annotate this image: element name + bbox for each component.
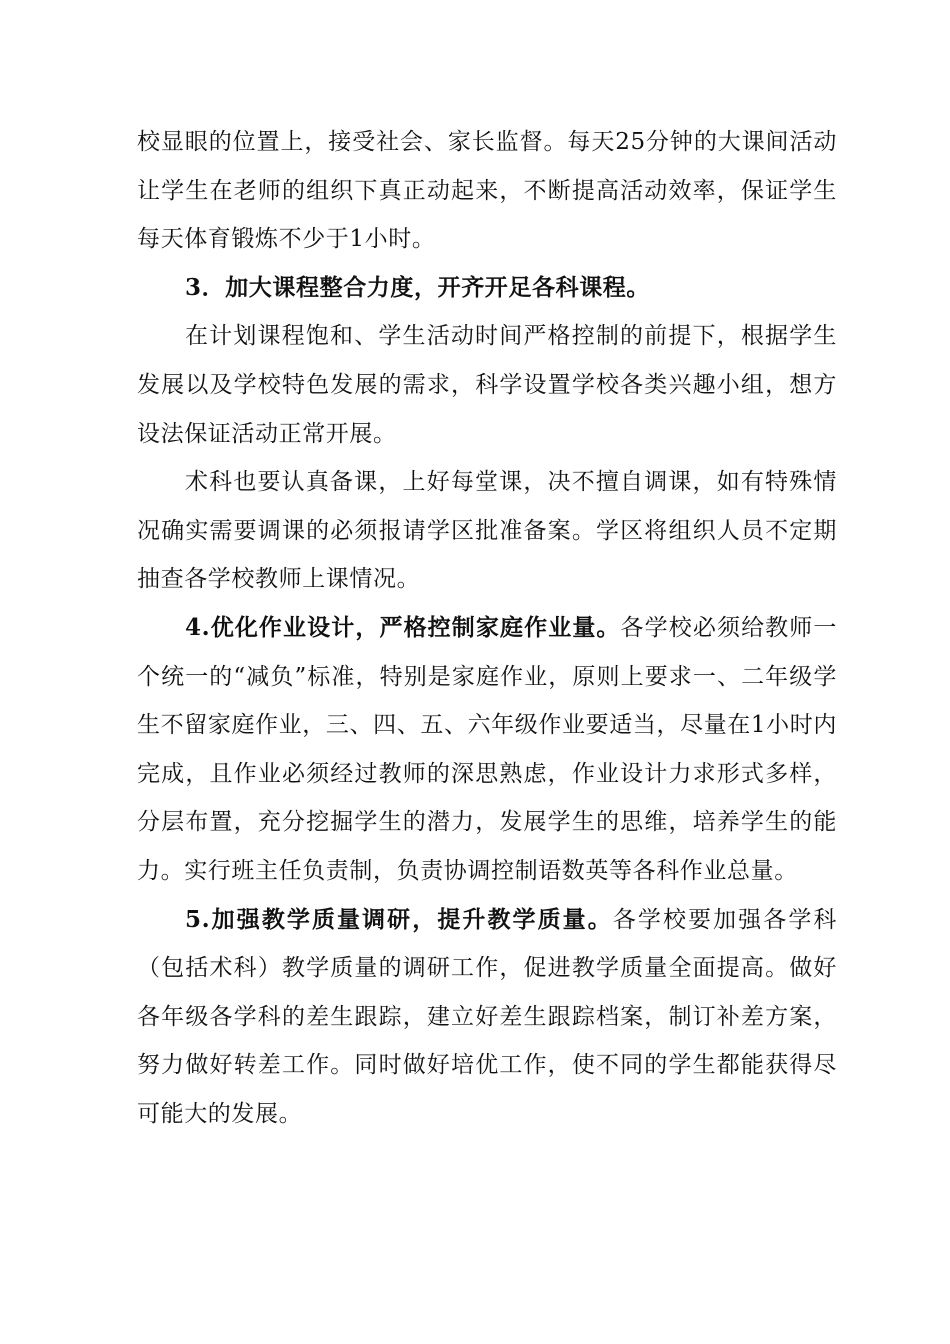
document-page: [137, 118, 837, 1138]
section-homework-design: [137, 604, 837, 896]
section-heading-3: [137, 264, 837, 313]
heading-text: 3．加大课程整合力度，开齐开足各科课程。: [185, 273, 651, 301]
heading-text: 4.优化作业设计，严格控制家庭作业量。: [185, 613, 621, 641]
paragraph-text: 校显眼的位置上，接受社会、家长监督。每天25分钟的大课间活动让学生在老师的组织下真正动起来，不断提高活动效率，保证学生每天体育锻炼不少于1小时。: [137, 129, 837, 253]
paragraph-arts-subjects: [137, 458, 837, 604]
paragraph-text: 各学校要加强各学科（包括术科）教学质量的调研工作，促进教学质量全面提高。做好各年级各学科的差生跟踪，建立好差生跟踪档案，制订补差方案，努力做好转差工作。同时做好培优工作，使不同的学生都能获得尽可能大的发展。: [137, 906, 837, 1127]
section-teaching-quality: [137, 896, 837, 1139]
paragraph-curriculum-interest-groups: [137, 312, 837, 458]
paragraph-continuation: [137, 118, 837, 264]
paragraph-text: 在计划课程饱和、学生活动时间严格控制的前提下，根据学生发展以及学校特色发展的需求，科学设置学校各类兴趣小组，想方设法保证活动正常开展。: [137, 323, 837, 447]
heading-text: 5.加强教学质量调研，提升教学质量。: [185, 905, 613, 933]
paragraph-text: 各学校必须给教师一个统一的“减负”标准，特别是家庭作业，原则上要求一、二年级学生不留家庭作业，三、四、五、六年级作业要适当，尽量在1小时内完成，且作业必须经过教师的深思熟虑，作业设计力求形式多样，分层布置，充分挖掘学生的潜力，发展学生的思维，培养学生的能力。实行班主任负责制，负责协调控制语数英等各科作业总量。: [137, 614, 837, 884]
paragraph-text: 术科也要认真备课，上好每堂课，决不擅自调课，如有特殊情况确实需要调课的必须报请学区批准备案。学区将组织人员不定期抽查各学校教师上课情况。: [137, 469, 837, 593]
